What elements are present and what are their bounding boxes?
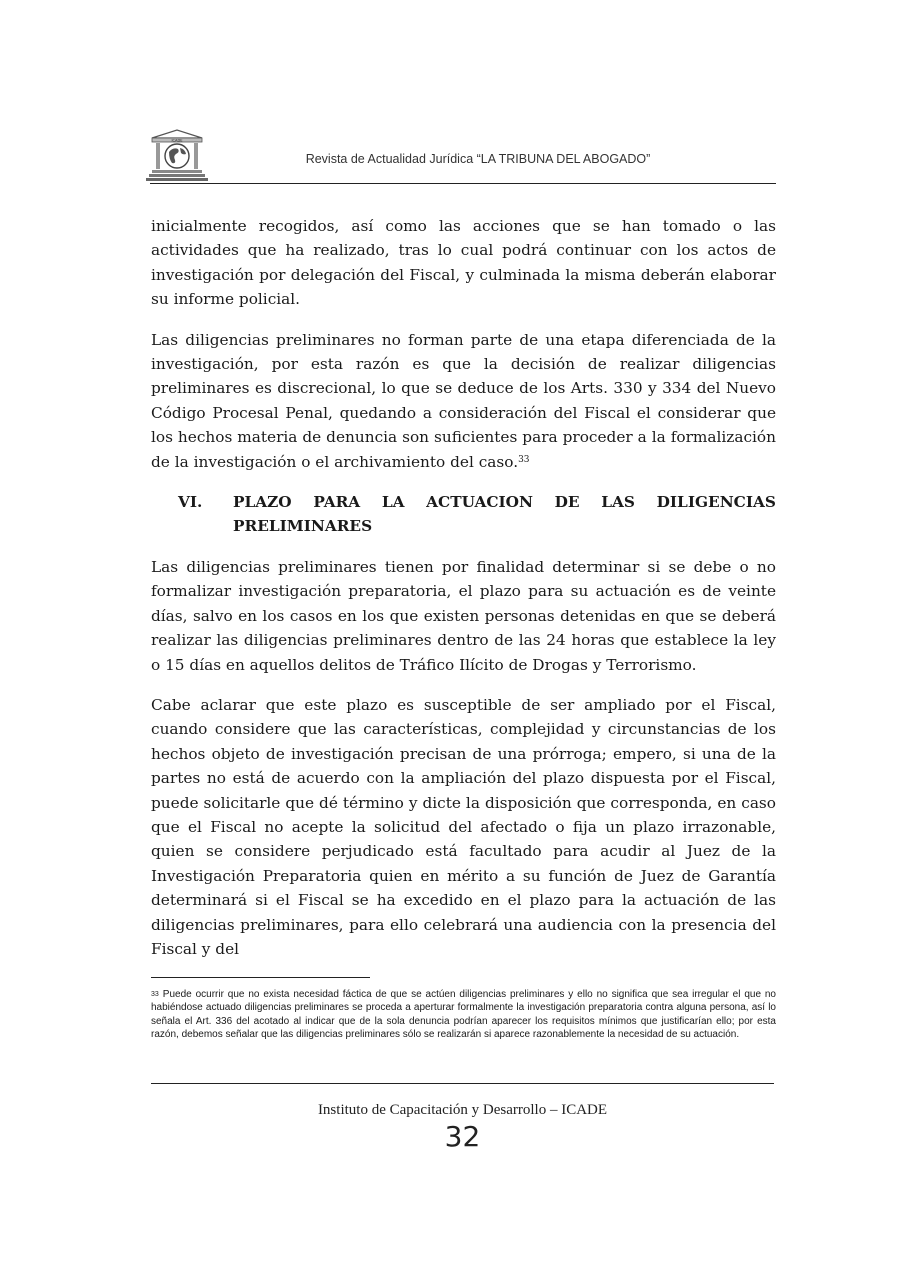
footer-divider bbox=[151, 1083, 774, 1084]
footnote-reference[interactable]: 33 bbox=[518, 454, 530, 465]
article-body bbox=[151, 214, 776, 977]
header-divider bbox=[150, 183, 776, 184]
page-number: 32 bbox=[444, 1120, 481, 1153]
section-number: VI. bbox=[178, 493, 203, 512]
footnote-divider bbox=[151, 977, 370, 978]
title-word: LAS bbox=[601, 493, 635, 512]
paragraph-text: Las diligencias preliminares no forman parte de una etapa diferenciada de la investigación, por esta razón es que la decisión de realizar diligencias preliminares es discrecional, lo que se deduce de los Arts. 330 y 334 del Nuevo Código Procesal Penal, quedando a consideración del Fiscal el considerar que los hechos materia de denuncia son suficientes para proceder a la formalización de la investigación o el archivamiento del caso. bbox=[151, 330, 776, 471]
footnote bbox=[151, 988, 776, 1041]
section-title bbox=[233, 490, 776, 539]
title-word: PARA bbox=[313, 493, 361, 512]
paragraph: Las diligencias preliminares tienen por finalidad determinar si se debe o no formalizar investigación preparatoria, el plazo para su actuación es de veinte días, salvo en los casos en los que existen personas detenidas en que se deberá realizar las diligencias preliminares dentro de las 24 horas que establece la ley o 15 días en aquellos delitos de Tráfico Ilícito de Drogas y Terrorismo. bbox=[151, 557, 776, 674]
title-word: PLAZO bbox=[233, 493, 292, 512]
section-title-line: PRELIMINARES bbox=[233, 517, 373, 536]
title-word: LA bbox=[381, 493, 405, 512]
footer-institute: Instituto de Capacitación y Desarrollo – ICADE bbox=[317, 1102, 608, 1118]
title-word: DE bbox=[554, 493, 580, 512]
paragraph bbox=[151, 328, 776, 474]
section-title-line bbox=[233, 490, 776, 514]
title-word: ACTUACION bbox=[426, 493, 533, 512]
footnote-text: Puede ocurrir que no exista necesidad fáctica de que se actúen diligencias preliminares y ello no significa que sea irregular el que no habiéndose actuado diligencias preliminares se proceda a aperturar formalmente la investigación preparatoria contra alguna persona, así lo señala el Art. 336 del acotado al indicar que de la sola denuncia podrían aparecer los requisitos mínimos que justificarían ello; por esta razón, debemos señalar que las diligencias preliminares sólo se realizarán si aparece razonablemente la necesidad de su actuación. bbox=[151, 989, 776, 1040]
section-heading bbox=[151, 490, 776, 539]
paragraph: Cabe aclarar que este plazo es susceptible de ser ampliado por el Fiscal, cuando considere que las características, complejidad y circunstancias de los hechos objeto de investigación precisan de una prórroga; empero, si una de la partes no está de acuerdo con la ampliación del plazo dispuesta por el Fiscal, puede solicitarle que dé término y dicte la disposición que corresponda, en caso que el Fiscal no acepte la solicitud del afectado o fija un plazo irrazonable, quien se considere perjudicado está facultado para acudir al Juez de la Investigación Preparatoria quien en mérito a su función de Juez de Garantía determinará si el Fiscal se ha excedido en el plazo para la actuación de las diligencias preliminares, para ello celebrará una audiencia con la presencia del Fiscal y del bbox=[151, 695, 776, 958]
page-header bbox=[150, 128, 776, 184]
svg-text:ICADE: ICADE bbox=[171, 138, 183, 143]
footnote-number: 33 bbox=[151, 991, 159, 998]
journal-title: Revista de Actualidad Jurídica “LA TRIBUNA DEL ABOGADO” bbox=[305, 152, 651, 166]
title-word: DILIGENCIAS bbox=[656, 493, 776, 512]
paragraph: inicialmente recogidos, así como las acciones que se han tomado o las actividades que ha realizado, tras lo cual podrá continuar con los actos de investigación por delegación del Fiscal, y culminada la misma deberán elaborar su informe policial. bbox=[151, 217, 776, 309]
